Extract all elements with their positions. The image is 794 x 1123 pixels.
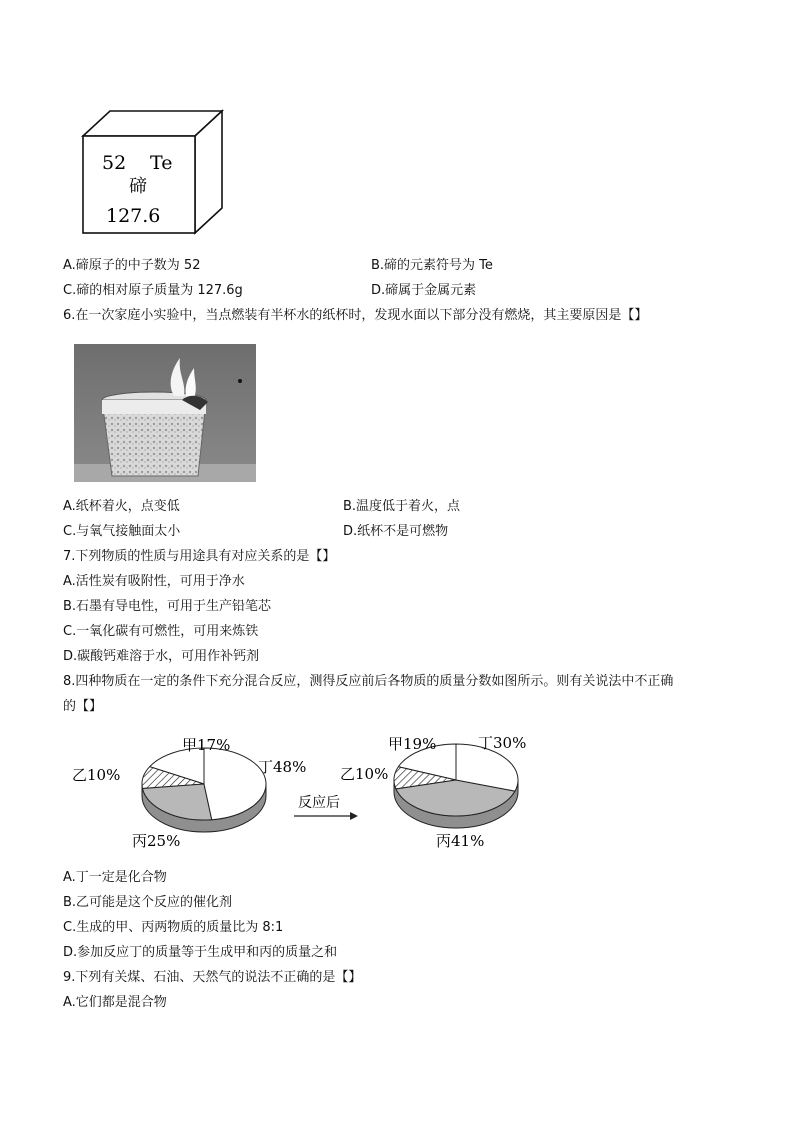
pie-charts (72, 728, 552, 856)
q8-stem-line2: 的【】 (63, 699, 103, 714)
q7-option-d: D.碳酸钙难溶于水，可用作补钙剂 (63, 649, 260, 664)
reaction-arrow-head (350, 812, 358, 820)
pie-before-reaction (72, 736, 306, 850)
q7-option-c: C.一氧化碳有可燃性，可用来炼铁 (63, 624, 259, 639)
q6-option-c: C.与氧气接触面太小 (63, 524, 181, 539)
element-symbol: Te (150, 152, 173, 174)
pie-label-yi: 乙10% (72, 766, 121, 784)
q8-option-c: C.生成的甲、丙两物质的质量比为 8:1 (63, 920, 284, 935)
q5-option-d: D.碲属于金属元素 (371, 283, 477, 298)
q7-stem: 7.下列物质的性质与用途具有对应关系的是【】 (63, 549, 336, 564)
pie-label-bing: 丙41% (436, 832, 485, 850)
pie-label-jia: 甲17% (182, 736, 231, 754)
element-number: 52 (102, 152, 127, 174)
pie-label-ding: 丁48% (258, 758, 307, 776)
q9-option-a: A.它们都是混合物 (63, 995, 167, 1010)
q6-option-a: A.纸杯着火，点变低 (63, 499, 180, 514)
element-mass: 127.6 (106, 205, 161, 227)
q5-option-a: A.碲原子的中子数为 52 (63, 258, 201, 273)
q7-option-a: A.活性炭有吸附性，可用于净水 (63, 574, 245, 589)
q8-option-b: B.乙可能是这个反应的催化剂 (63, 895, 233, 910)
q5-option-c: C.碲的相对原子质量为 127.6g (63, 283, 243, 298)
q8-option-d: D.参加反应丁的质量等于生成甲和丙的质量之和 (63, 945, 338, 960)
burning-paper-cup-photo (74, 344, 256, 482)
pie-after-reaction (340, 734, 526, 850)
pie-label-bing: 丙25% (132, 832, 181, 850)
q9-stem: 9.下列有关煤、石油、天然气的说法不正确的是【】 (63, 970, 362, 985)
element-cube-figure (80, 108, 230, 238)
pie-label-ding: 丁30% (478, 734, 527, 752)
q6-option-b: B.温度低于着火，点 (343, 499, 461, 514)
q6-option-d: D.纸杯不是可燃物 (343, 524, 449, 539)
element-name: 碲 (129, 176, 147, 197)
pie-label-jia: 甲19% (388, 735, 437, 753)
q5-option-b: B.碲的元素符号为 Te (371, 258, 493, 273)
q6-stem: 6.在一次家庭小实验中，当点燃装有半杯水的纸杯时，发现水面以下部分没有燃烧，其主要原因是【】 (63, 308, 648, 323)
q7-option-b: B.石墨有导电性，可用于生产铅笔芯 (63, 599, 272, 614)
q8-stem-line1: 8.四种物质在一定的条件下充分混合反应，测得反应前后各物质的质量分数如图所示。则有关说法中不正确 (63, 674, 674, 689)
pie-label-yi: 乙10% (340, 765, 389, 783)
q8-option-a: A.丁一定是化合物 (63, 870, 167, 885)
reaction-arrow-label: 反应后 (298, 795, 340, 811)
